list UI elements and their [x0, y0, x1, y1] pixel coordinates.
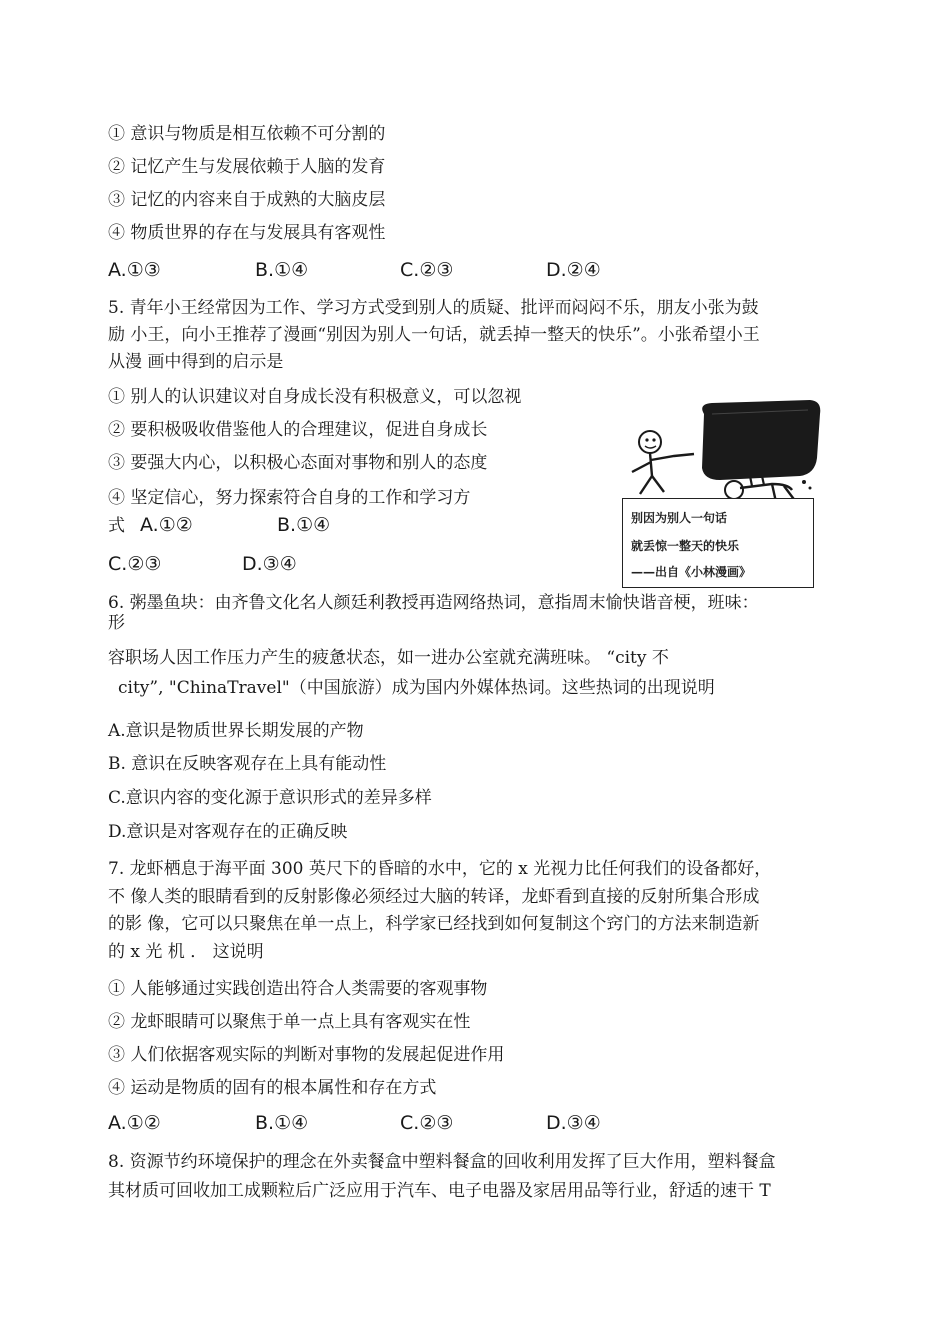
q4-option-d: D.②④ [546, 259, 601, 281]
q5-statement: ② 要积极吸收借鉴他人的合理建议，促进自身成长 [108, 420, 488, 440]
q7-stem: 不 像人类的眼睛看到的反射影像必须经过大脑的转译，龙虾看到直接的反射所集合形成 [108, 887, 760, 907]
q5-option-a: A.①② [140, 514, 193, 536]
q7-statement: ② 龙虾眼睛可以聚焦于单一点上具有客观实在性 [108, 1012, 471, 1032]
q7-stem: 的影 像，它可以只聚焦在单一点上，科学家已经找到如何复制这个窍门的方法来制造新 [108, 914, 760, 934]
q6-option-a: A.意识是物质世界长期发展的产物 [108, 721, 364, 741]
q5-stem: 从漫 画中得到的启示是 [108, 352, 284, 372]
comic-caption-line: 就丢惊一整天的快乐 [631, 539, 740, 553]
q5-option-c: C.②③ [108, 553, 162, 575]
q6-stem: city”, "ChinaTravel"（中国旅游）成为国内外媒体热词。这些热词的出现说明 [118, 678, 715, 698]
q8-stem: 8. 资源节约环境保护的理念在外卖餐盒中塑料餐盒的回收利用发挥了巨大作用，塑料餐盒 [108, 1152, 776, 1172]
q5-statement-tail: 式 [108, 516, 125, 536]
comic-caption-line: 别因为别人一句话 [631, 511, 728, 525]
q4-option-a: A.①③ [108, 259, 161, 281]
q7-stem: 的 x 光 机 ． 这说明 [108, 942, 264, 962]
comic-caption [622, 498, 814, 588]
q6-option-d: D.意识是对客观存在的正确反映 [108, 822, 348, 842]
q5-option-d: D.③④ [242, 553, 297, 575]
comic-caption-line: ——出自《小林漫画》 [631, 565, 752, 579]
comic-illustration [612, 398, 824, 594]
q4-statement: ③ 记忆的内容来自于成熟的大脑皮层 [108, 190, 386, 210]
q8-stem: 其材质可回收加工成颗粒后广泛应用于汽车、电子电器及家居用品等行业，舒适的速干 T [108, 1181, 771, 1201]
q6-option-b: B. 意识在反映客观存在上具有能动性 [108, 754, 387, 774]
q6-option-c: C.意识内容的变化源于意识形式的差异多样 [108, 788, 432, 808]
q4-statement: ④ 物质世界的存在与发展具有客观性 [108, 223, 386, 243]
q7-option-d: D.③④ [546, 1112, 601, 1134]
q6-stem: 容职场人因工作压力产生的疲惫状态，如一进办公室就充满班味。 “city 不 [108, 648, 669, 668]
q4-option-c: C.②③ [400, 259, 454, 281]
q7-stem: 7. 龙虾栖息于海平面 300 英尺下的昏暗的水中，它的 x 光视力比任何我们的设备都好， [108, 859, 772, 879]
q7-statement: ③ 人们依据客观实际的判断对事物的发展起促进作用 [108, 1045, 505, 1065]
q7-option-c: C.②③ [400, 1112, 454, 1134]
q7-option-b: B.①④ [255, 1112, 309, 1134]
comic-drawing [612, 398, 824, 508]
q7-option-a: A.①② [108, 1112, 161, 1134]
q6-stem: 形 [108, 613, 125, 633]
q7-statement: ④ 运动是物质的固有的根本属性和存在方式 [108, 1078, 437, 1098]
q5-statement: ③ 要强大内心，以积极心态面对事物和别人的态度 [108, 453, 488, 473]
q5-option-b: B.①④ [277, 514, 331, 536]
q4-statement: ① 意识与物质是相互依赖不可分割的 [108, 124, 386, 144]
q4-statement: ② 记忆产生与发展依赖于人脑的发育 [108, 157, 386, 177]
q5-stem: 5. 青年小王经常因为工作、学习方式受到别人的质疑、批评而闷闷不乐，朋友小张为鼓 [108, 298, 759, 318]
q5-statement: ④ 坚定信心，努力探索符合自身的工作和学习方 [108, 488, 471, 508]
q7-statement: ① 人能够通过实践创造出符合人类需要的客观事物 [108, 979, 488, 999]
q5-stem: 励 小王，向小王推荐了漫画“别因为别人一句话，就丢掉一整天的快乐”。小张希望小王 [108, 325, 760, 345]
q6-stem: 6. 粥墨鱼块：由齐鲁文化名人颜廷利教授再造网络热词，意指周末愉快谐音梗，班味： [108, 593, 759, 613]
q4-option-b: B.①④ [255, 259, 309, 281]
q5-statement: ① 别人的认识建议对自身成长没有积极意义，可以忽视 [108, 387, 522, 407]
